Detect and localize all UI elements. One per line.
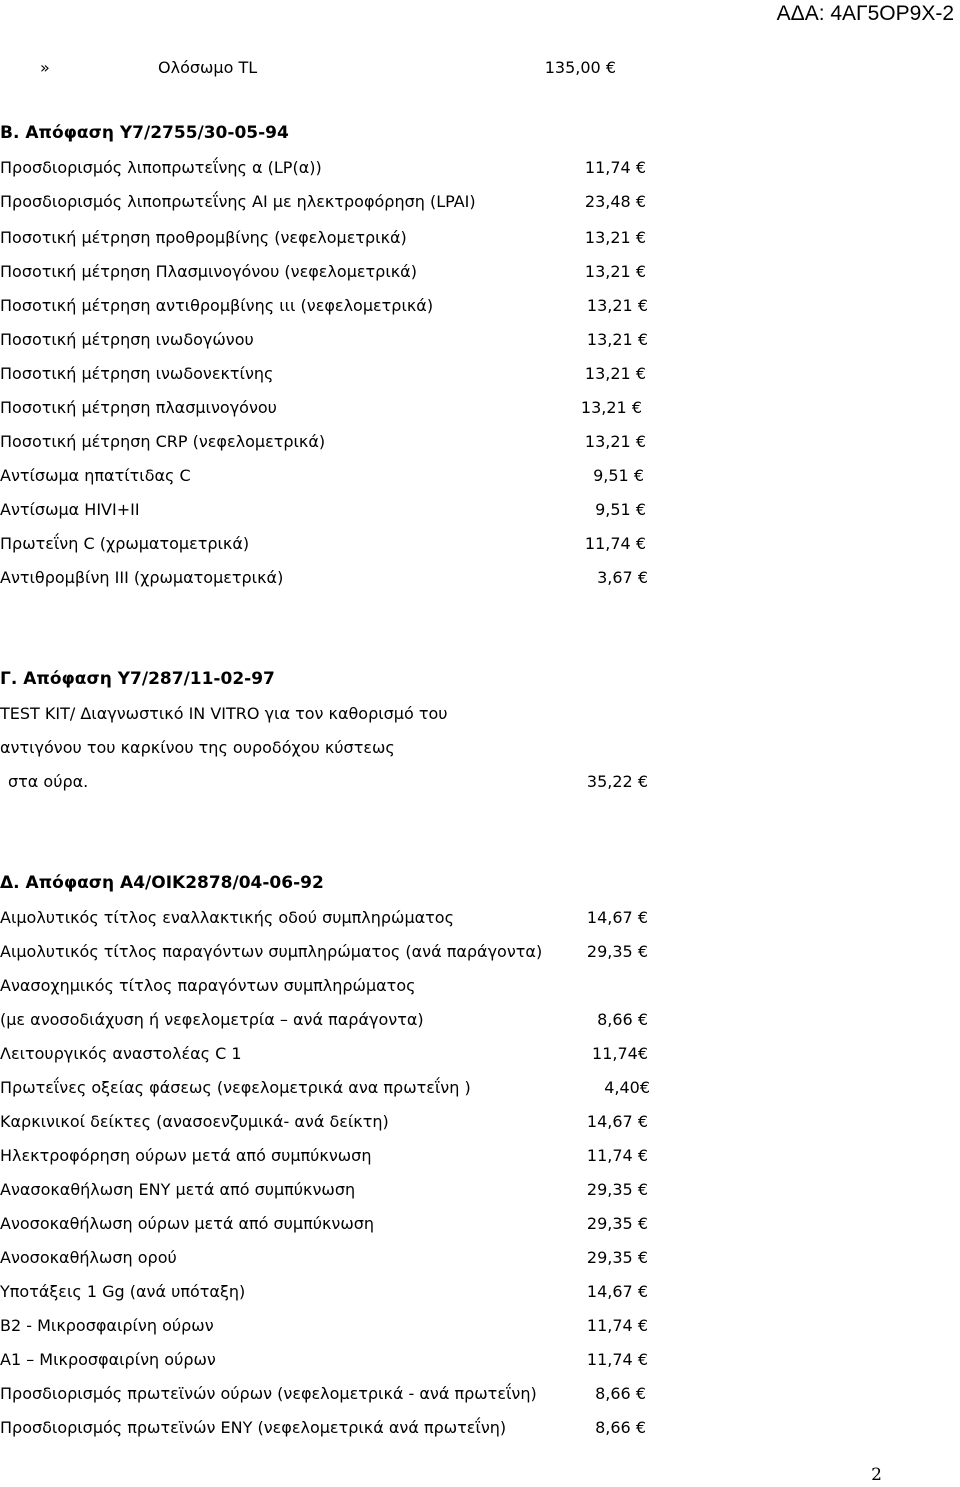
list-item: Ηλεκτροφόρηση ούρων μετά από συμπύκνωση bbox=[0, 1146, 372, 1165]
item-price: 9,51 € bbox=[595, 500, 646, 519]
list-item: Προσδιορισμός πρωτεϊνών ούρων (νεφελομετρικά - ανά πρωτεΐνη) bbox=[0, 1384, 537, 1403]
list-item: Πρωτεΐνες οξείας φάσεως (νεφελομετρικά ανα πρωτεΐνη ) bbox=[0, 1078, 471, 1097]
list-item: Β2 - Μικροσφαιρίνη ούρων bbox=[0, 1316, 214, 1335]
item-price: 14,67 € bbox=[586, 908, 648, 927]
list-item: Υποτάξεις 1 Gg (ανά υπόταξη) bbox=[0, 1282, 246, 1301]
item-price: 8,66 € bbox=[597, 1010, 648, 1029]
item-price: 11,74 € bbox=[586, 1146, 648, 1165]
section-d-title: Δ. Απόφαση Α4/ΟΙΚ2878/04-06-92 bbox=[0, 873, 324, 893]
list-item: Πρωτεΐνη C (χρωματομετρικά) bbox=[0, 534, 250, 553]
item-price: 8,66 € bbox=[595, 1418, 646, 1437]
item-price: 13,21 € bbox=[584, 364, 646, 383]
list-item: Α1 – Μικροσφαιρίνη ούρων bbox=[0, 1350, 216, 1369]
list-item: Αντιθρομβίνη ΙΙΙ (χρωματομετρικά) bbox=[0, 568, 284, 587]
list-item: (με ανοσοδιάχυση ή νεφελομετρία – ανά παράγοντα) bbox=[0, 1010, 424, 1029]
top-item-price: 135,00 € bbox=[544, 58, 616, 77]
list-item: Ανοσοκαθήλωση ούρων μετά από συμπύκνωση bbox=[0, 1214, 375, 1233]
item-price: 3,67 € bbox=[597, 568, 648, 587]
item-price: 11,74 € bbox=[584, 158, 646, 177]
item-price: 13,21 € bbox=[584, 432, 646, 451]
list-item: Ποσοτική μέτρηση πλασμινογόνου bbox=[0, 398, 277, 417]
item-price: 11,74€ bbox=[592, 1044, 648, 1063]
item-price: 23,48 € bbox=[584, 192, 646, 211]
list-item: Αντίσωμα HIVI+II bbox=[0, 500, 140, 519]
list-item: Ανοσοκαθήλωση ορού bbox=[0, 1248, 177, 1267]
list-item: Ποσοτική μέτρηση ινωδονεκτίνης bbox=[0, 364, 274, 383]
item-price: 29,35 € bbox=[586, 1214, 648, 1233]
top-item-label: Ολόσωμο TL bbox=[158, 58, 258, 77]
list-item: Ποσοτική μέτρηση Πλασμινογόνου (νεφελομετρικά) bbox=[0, 262, 417, 281]
section-b-title: Β. Απόφαση Υ7/2755/30-05-94 bbox=[0, 123, 289, 143]
section-g-price: 35,22 € bbox=[586, 772, 648, 791]
item-price: 13,21 € bbox=[586, 330, 648, 349]
item-price: 13,21 € bbox=[580, 398, 642, 417]
section-g-title: Γ. Απόφαση Υ7/287/11-02-97 bbox=[0, 669, 275, 689]
section-g-line-3: στα ούρα. bbox=[8, 772, 89, 791]
list-item: Λειτουργικός αναστολέας C 1 bbox=[0, 1044, 242, 1063]
list-item: Ποσοτική μέτρηση ινωδογώνου bbox=[0, 330, 254, 349]
item-price: 11,74 € bbox=[586, 1316, 648, 1335]
item-price: 11,74 € bbox=[584, 534, 646, 553]
item-price: 4,40€ bbox=[604, 1078, 650, 1097]
list-item: Προσδιορισμός λιποπρωτεΐνης ΑΙ με ηλεκτροφόρηση (LPAI) bbox=[0, 192, 476, 211]
section-g-line-2: αντιγόνου του καρκίνου της ουροδόχου κύστεως bbox=[0, 738, 395, 757]
list-item: Αιμολυτικός τίτλος παραγόντων συμπληρώματος (ανά παράγοντα) bbox=[0, 942, 543, 961]
item-price: 29,35 € bbox=[586, 1248, 648, 1267]
item-price: 9,51 € bbox=[593, 466, 644, 485]
ada-code: ΑΔΑ: 4ΑΓ5ΟΡ9Χ-2 bbox=[776, 2, 954, 25]
list-item: Ποσοτική μέτρηση προθρομβίνης (νεφελομετρικά) bbox=[0, 228, 407, 247]
list-item: Αντίσωμα ηπατίτιδας C bbox=[0, 466, 191, 485]
item-price: 11,74 € bbox=[586, 1350, 648, 1369]
item-price: 8,66 € bbox=[595, 1384, 646, 1403]
section-g-line-1: TEST KIT/ Διαγνωστικό IN VITRO για τον καθορισμό του bbox=[0, 704, 448, 723]
list-item: Προσδιορισμός λιποπρωτεΐνης α (LP(α)) bbox=[0, 158, 322, 177]
list-item: Ποσοτική μέτρηση CRP (νεφελομετρικά) bbox=[0, 432, 326, 451]
list-item: Καρκινικοί δείκτες (ανασοενζυμικά- ανά δείκτη) bbox=[0, 1112, 389, 1131]
list-item: Ανασοχημικός τίτλος παραγόντων συμπληρώματος bbox=[0, 976, 416, 995]
page-number: 2 bbox=[871, 1465, 882, 1485]
list-item: Ανασοκαθήλωση ΕΝΥ μετά από συμπύκνωση bbox=[0, 1180, 356, 1199]
list-item: Αιμολυτικός τίτλος εναλλακτικής οδού συμπληρώματος bbox=[0, 908, 454, 927]
item-price: 29,35 € bbox=[586, 1180, 648, 1199]
list-item: Προσδιορισμός πρωτεϊνών ΕΝΥ (νεφελομετρικά ανά πρωτεΐνη) bbox=[0, 1418, 507, 1437]
item-price: 13,21 € bbox=[584, 262, 646, 281]
item-price: 13,21 € bbox=[584, 228, 646, 247]
item-price: 29,35 € bbox=[586, 942, 648, 961]
list-item: Ποσοτική μέτρηση αντιθρομβίνης ιιι (νεφελομετρικά) bbox=[0, 296, 434, 315]
top-item-bullet: » bbox=[40, 58, 50, 77]
item-price: 13,21 € bbox=[586, 296, 648, 315]
item-price: 14,67 € bbox=[586, 1282, 648, 1301]
item-price: 14,67 € bbox=[586, 1112, 648, 1131]
